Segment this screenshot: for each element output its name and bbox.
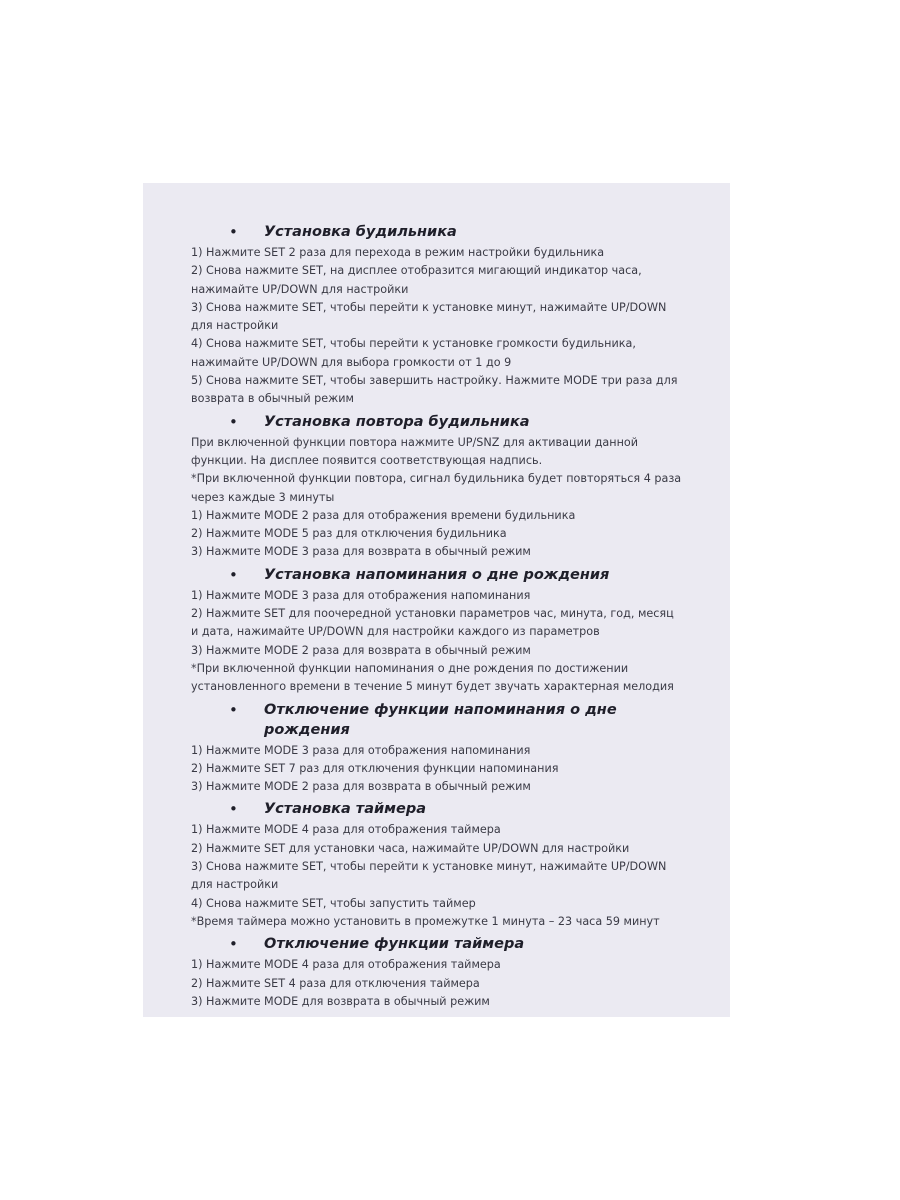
bullet-icon: • bbox=[229, 700, 238, 719]
instruction-line: 1) Нажмите MODE 2 раза для отображения времени будильника bbox=[191, 508, 576, 522]
instruction-line: 3) Нажмите MODE 2 раза для возврата в обычный режим bbox=[191, 643, 531, 657]
instruction-line: *При включенной функции напоминания о дне рождения по достижении bbox=[191, 661, 629, 675]
section-title: Отключение функции таймера bbox=[264, 936, 525, 953]
instruction-line: 2) Нажмите SET для установки часа, нажимайте UP/DOWN для настройки bbox=[191, 841, 630, 855]
instruction-line: установленного времени в течение 5 минут будет звучать характерная мелодия bbox=[191, 680, 674, 694]
instruction-line: 3) Снова нажмите SET, чтобы перейти к установке минут, нажимайте UP/DOWN bbox=[191, 300, 667, 314]
instruction-line: *Время таймера можно установить в промежутке 1 минута – 23 часа 59 минут bbox=[191, 914, 660, 928]
instruction-line: 3) Нажмите MODE для возврата в обычный режим bbox=[191, 994, 490, 1008]
instruction-line: 1) Нажмите MODE 3 раза для отображения напоминания bbox=[191, 743, 531, 757]
instruction-line: нажимайте UP/DOWN для настройки bbox=[191, 282, 409, 296]
instruction-section bbox=[191, 700, 730, 797]
bullet-icon: • bbox=[229, 565, 238, 584]
instruction-line: 2) Нажмите SET 7 раз для отключения функции напоминания bbox=[191, 761, 559, 775]
section-heading bbox=[191, 222, 730, 242]
section-heading bbox=[191, 700, 730, 740]
section-heading bbox=[191, 412, 730, 432]
section-title: Установка напоминания о дне рождения bbox=[264, 566, 610, 583]
instruction-line: 2) Нажмите SET 4 раза для отключения таймера bbox=[191, 976, 480, 990]
bullet-icon: • bbox=[229, 800, 238, 819]
bullet-icon: • bbox=[229, 223, 238, 241]
instruction-line: функции. На дисплее появится соответствующая надпись. bbox=[191, 453, 543, 467]
instruction-line: 2) Нажмите MODE 5 раз для отключения будильника bbox=[191, 527, 507, 541]
instruction-line: и дата, нажимайте UP/DOWN для настройки каждого из параметров bbox=[191, 625, 600, 639]
instruction-section bbox=[191, 222, 730, 409]
instruction-line: 3) Нажмите MODE 2 раза для возврата в обычный режим bbox=[191, 780, 531, 794]
section-title: Установка повтора будильника bbox=[264, 413, 530, 430]
instruction-line: нажимайте UP/DOWN для выбора громкости от 1 до 9 bbox=[191, 355, 512, 369]
instruction-line: 2) Нажмите SET для поочередной установки параметров час, минута, год, месяц bbox=[191, 607, 674, 621]
instruction-line: для настройки bbox=[191, 878, 279, 892]
instruction-line: 5) Снова нажмите SET, чтобы завершить настройку. Нажмите MODE три раза для bbox=[191, 374, 678, 388]
instruction-line: 1) Нажмите SET 2 раза для перехода в режим настройки будильника bbox=[191, 246, 605, 259]
instruction-line: *При включенной функции повтора, сигнал будильника будет повторяться 4 раза bbox=[191, 472, 682, 486]
section-title: Отключение функции напоминания о дне рождения bbox=[264, 701, 617, 738]
section-heading bbox=[191, 799, 730, 819]
instruction-sheet bbox=[143, 183, 730, 1017]
instruction-section bbox=[191, 565, 730, 697]
instruction-line: возврата в обычный режим bbox=[191, 392, 354, 406]
instruction-line: 4) Снова нажмите SET, чтобы перейти к установке громкости будильника, bbox=[191, 337, 636, 351]
bullet-icon: • bbox=[229, 935, 238, 954]
instruction-line: 3) Снова нажмите SET, чтобы перейти к установке минут, нажимайте UP/DOWN bbox=[191, 860, 667, 874]
instruction-line: При включенной функции повтора нажмите UP/SNZ для активации данной bbox=[191, 435, 639, 449]
instruction-section bbox=[191, 799, 730, 931]
section-heading bbox=[191, 565, 730, 585]
section-heading bbox=[191, 934, 730, 954]
instruction-line: 1) Нажмите MODE 4 раза для отображения таймера bbox=[191, 823, 501, 837]
instruction-line: для настройки bbox=[191, 319, 279, 333]
instruction-line: 3) Нажмите MODE 3 раза для возврата в обычный режим bbox=[191, 545, 531, 559]
bullet-icon: • bbox=[229, 412, 238, 431]
section-title: Установка таймера bbox=[264, 801, 426, 818]
instruction-line: 1) Нажмите MODE 4 раза для отображения таймера bbox=[191, 958, 501, 972]
instruction-line: 4) Снова нажмите SET, чтобы запустить таймер bbox=[191, 896, 476, 910]
instruction-line: 2) Снова нажмите SET, на дисплее отобразится мигающий индикатор часа, bbox=[191, 264, 642, 278]
section-title: Установка будильника bbox=[264, 224, 457, 240]
instruction-line: 1) Нажмите MODE 3 раза для отображения напоминания bbox=[191, 588, 531, 602]
instruction-section bbox=[191, 934, 730, 1011]
instruction-line: через каждые 3 минуты bbox=[191, 490, 335, 504]
instruction-section bbox=[191, 412, 730, 562]
